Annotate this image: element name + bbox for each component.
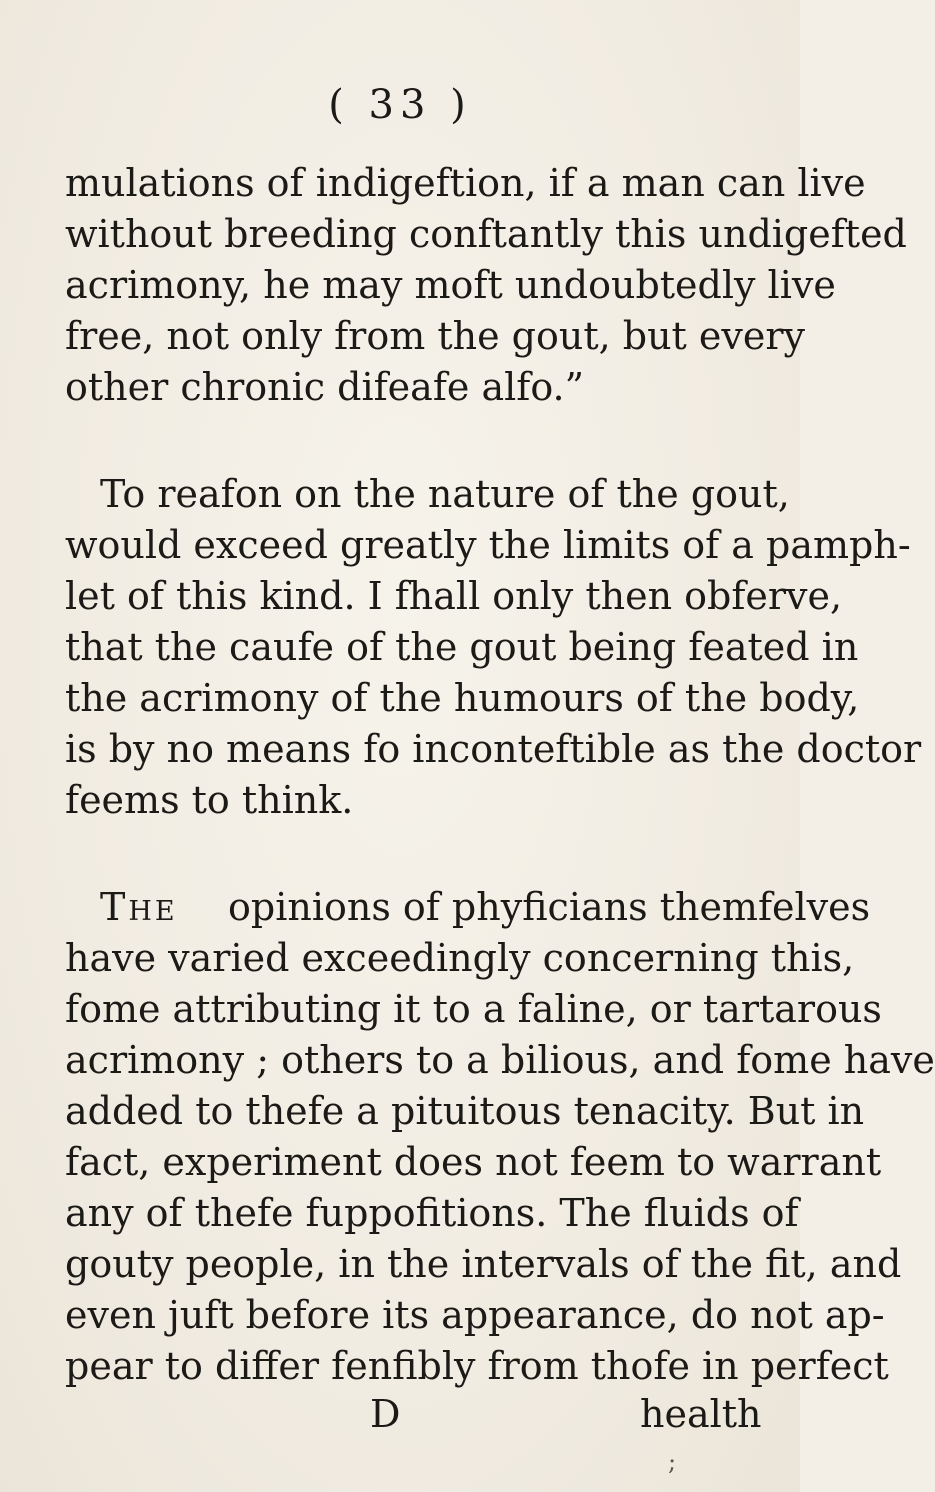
- text-line: without breeding conftantly this undigefted: [65, 212, 907, 256]
- text-line: pear to differ fenfibly from thofe in perfect: [65, 1344, 889, 1388]
- catchword: health: [640, 1392, 762, 1436]
- text-line: any of thefe fuppofitions. The fluids of: [65, 1191, 799, 1235]
- text-line: would exceed greatly the limits of a pamph-: [65, 523, 911, 567]
- text-line: other chronic difeafe alfo.”: [65, 365, 585, 409]
- text-line: opinions of phyficians themfelves: [228, 885, 871, 929]
- text-line: have varied exceedingly concerning this,: [65, 936, 855, 980]
- stray-mark: ;: [668, 1448, 677, 1476]
- text-line: added to thefe a pituitous tenacity. But in: [65, 1089, 865, 1133]
- text-line: fome attributing it to a faline, or tartarous: [65, 987, 882, 1031]
- text-line: feems to think.: [65, 778, 354, 822]
- text-line: gouty people, in the intervals of the fit, and: [65, 1242, 902, 1286]
- text-line: fact, experiment does not feem to warrant: [65, 1140, 882, 1184]
- text-line: To reafon on the nature of the gout,: [100, 472, 790, 516]
- text-line: acrimony ; others to a bilious, and fome have: [65, 1038, 935, 1082]
- paragraph-opening-word: The: [100, 885, 178, 929]
- text-line: is by no means fo inconteftible as the doctor: [65, 727, 922, 771]
- signature-mark: D: [370, 1392, 401, 1436]
- text-line: free, not only from the gout, but every: [65, 314, 805, 358]
- page-number: ( 33 ): [328, 82, 472, 128]
- text-line: the acrimony of the humours of the body,: [65, 676, 860, 720]
- text-line: that the caufe of the gout being feated in: [65, 625, 859, 669]
- text-line: let of this kind. I fhall only then obferve,: [65, 574, 843, 618]
- text-line: even juft before its appearance, do not ap-: [65, 1293, 885, 1337]
- text-line: mulations of indigeftion, if a man can live: [65, 161, 866, 205]
- text-line: acrimony, he may moft undoubtedly live: [65, 263, 836, 307]
